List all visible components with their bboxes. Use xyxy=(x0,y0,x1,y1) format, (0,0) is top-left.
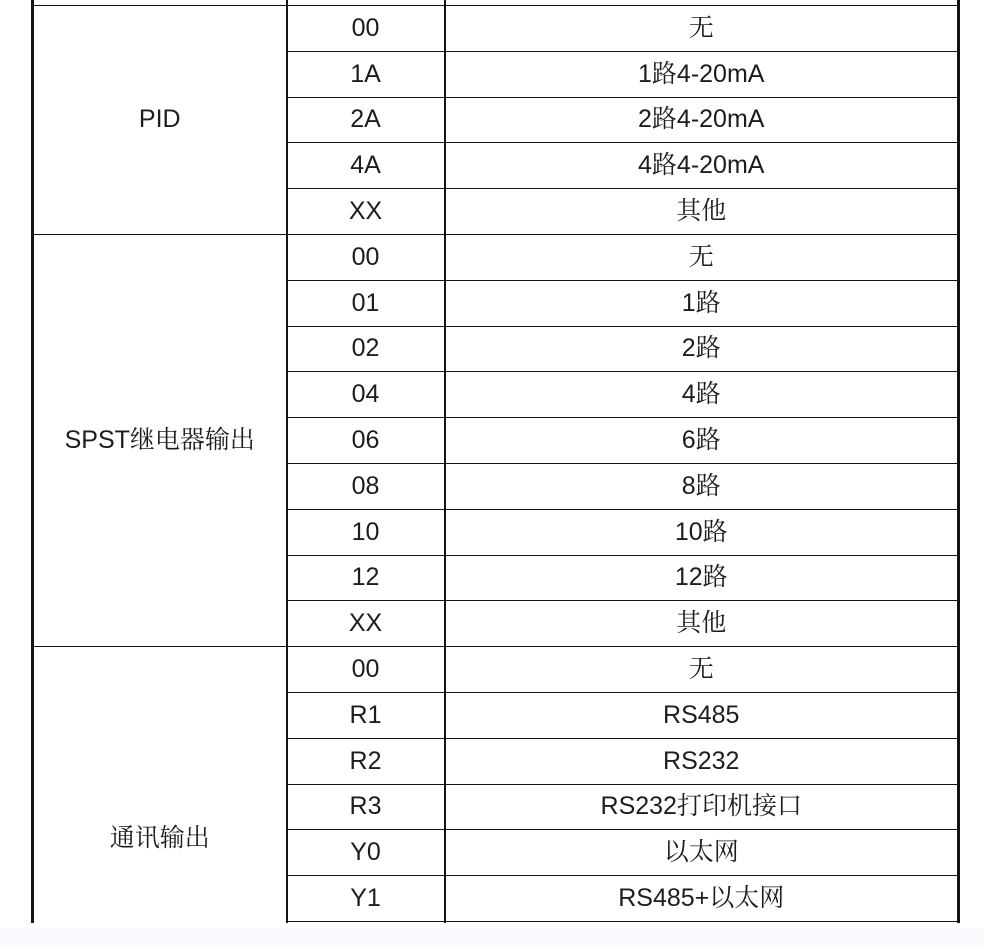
description-cell: 其他 xyxy=(445,189,959,235)
table-row xyxy=(33,647,959,693)
description-cell: 4路 xyxy=(445,372,959,418)
code-cell: 2A xyxy=(287,97,445,143)
page-background-strip xyxy=(0,928,984,945)
product-ordering-code-table xyxy=(31,0,960,923)
table-row xyxy=(33,234,959,280)
description-cell: 10路 xyxy=(445,509,959,555)
code-cell: 06 xyxy=(287,418,445,464)
description-cell: RS485 xyxy=(445,692,959,738)
description-cell: 12路 xyxy=(445,555,959,601)
code-cell: Y1 xyxy=(287,876,445,922)
code-cell: 1A xyxy=(287,51,445,97)
description-cell: 6路 xyxy=(445,418,959,464)
group-label: SPST继电器输出 xyxy=(64,426,255,455)
description-cell: RS232 xyxy=(445,738,959,784)
description-cell: 无 xyxy=(445,647,959,693)
group-label-cell xyxy=(33,647,287,923)
code-cell: 01 xyxy=(287,280,445,326)
code-cell: 08 xyxy=(287,463,445,509)
code-cell: R2 xyxy=(287,738,445,784)
code-cell: Y0 xyxy=(287,830,445,876)
code-cell: R1 xyxy=(287,692,445,738)
description-cell: 无 xyxy=(445,6,959,52)
description-cell: 8路 xyxy=(445,463,959,509)
description-cell: 2路4-20mA xyxy=(445,97,959,143)
description-cell: 其他 xyxy=(445,601,959,647)
code-cell: 12 xyxy=(287,555,445,601)
description-cell: RS485+以太网 xyxy=(445,876,959,922)
description-cell: 1路 xyxy=(445,280,959,326)
description-cell: 无 xyxy=(445,234,959,280)
code-cell: 00 xyxy=(287,234,445,280)
description-cell: 4路4-20mA xyxy=(445,143,959,189)
code-cell: 04 xyxy=(287,372,445,418)
description-cell: RS232打印机接口 xyxy=(445,784,959,830)
description-cell: 2路 xyxy=(445,326,959,372)
code-cell: 4A xyxy=(287,143,445,189)
cropped-cell xyxy=(445,921,959,923)
code-cell: XX xyxy=(287,189,445,235)
code-cell: 10 xyxy=(287,509,445,555)
code-cell: XX xyxy=(287,601,445,647)
group-label: 通讯输出 xyxy=(109,823,210,852)
code-cell: 02 xyxy=(287,326,445,372)
code-cell: 00 xyxy=(287,647,445,693)
code-cell: 00 xyxy=(287,6,445,52)
description-cell: 以太网 xyxy=(445,830,959,876)
group-label-cell xyxy=(33,234,287,646)
code-cell: R3 xyxy=(287,784,445,830)
group-label-cell xyxy=(33,6,287,235)
cropped-cell xyxy=(287,921,445,923)
description-cell: 1路4-20mA xyxy=(445,51,959,97)
group-label: PID xyxy=(138,105,181,134)
table-row xyxy=(33,6,959,52)
